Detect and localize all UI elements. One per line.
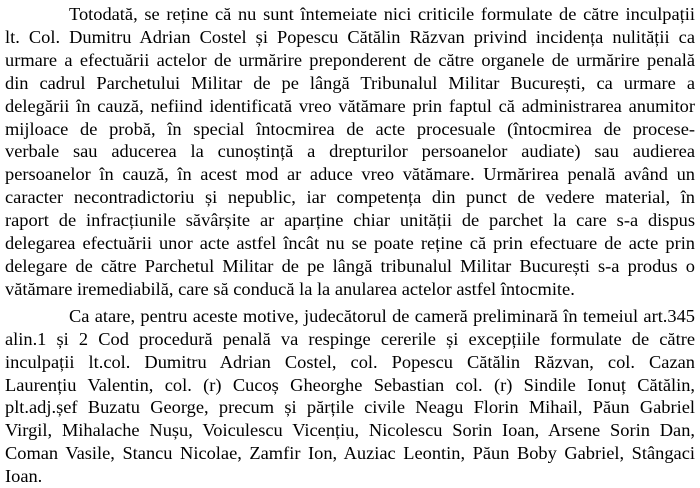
text-line: persoanelor în cauză, în acest mod ar aduce vreo vătămare. Urmărirea penală având un (5, 164, 695, 185)
text-line: Ioan. (5, 466, 43, 487)
text-line: mijloace de probă, în special întocmirea de acte procesuale (întocmirea de procese- (5, 118, 695, 139)
text-line: verbale sau aducerea la cunoștință a drepturilor persoanelor audiate) sau audierea (5, 141, 695, 162)
text-line: vătămare iremediabilă, care să conducă la la anularea actelor astfel întocmite. (5, 278, 575, 299)
text-line: lt. Col. Dumitru Adrian Costel și Popescu Cătălin Răzvan privind incidența nulității ca (5, 26, 695, 47)
text-line: raport de infracțiunile săvârșite ar aparține chiar unității de parchet la care s-a dispus (5, 210, 695, 231)
text-line: alin.1 și 2 Cod procedură penală va respinge cererile și excepțiile formulate de către (5, 328, 695, 349)
text-line: Ca atare, pentru aceste motive, judecătorul de cameră preliminară în temeiul art.345 (69, 305, 695, 326)
paragraph-1 (5, 3, 695, 301)
document-page (5, 3, 695, 488)
paragraph-2 (5, 305, 695, 488)
text-line: urmare a efectuării actelor de urmărire preponderent de către organele de urmărire penală (5, 49, 695, 70)
text-line: delegare de către Parchetul Militar de pe lângă tribunalul Militar București s-a produs o (5, 255, 695, 276)
text-line: Coman Vasile, Stancu Nicolae, Zamfir Ion, Auziac Leontin, Păun Boby Gabriel, Stângaci (5, 443, 695, 464)
text-line: Laurențiu Valentin, col. (r) Cucoș Gheorghe Sebastian col. (r) Sindile Ionuț Cătălin, (5, 374, 695, 395)
text-line: delegării în cauză, nefiind identificată vreo vătămare prin faptul că administrarea anumitor (5, 95, 695, 116)
text-line: Totodată, se reține că nu sunt întemeiate nici criticile formulate de către inculpații (69, 4, 695, 24)
text-line: inculpații lt.col. Dumitru Adrian Costel, col. Popescu Cătălin Răzvan, col. Cazan (5, 351, 695, 372)
text-line: Virgil, Mihalache Nușu, Voiculescu Vicențiu, Nicolescu Sorin Ioan, Arsene Sorin Dan, (5, 420, 695, 441)
text-line: delegarea efectuării unor acte astfel încât nu se poate reține că prin efectuare de acte prin (5, 233, 695, 254)
text-line: plt.adj.șef Buzatu George, precum și părțile civile Neagu Florin Mihail, Păun Gabriel (5, 397, 695, 418)
text-line: caracter necontradictoriu și nepublic, iar competența din punct de vedere material, în (5, 187, 695, 208)
text-line: din cadrul Parchetului Militar de pe lângă Tribunalul Militar București, ca urmare a (5, 72, 695, 93)
